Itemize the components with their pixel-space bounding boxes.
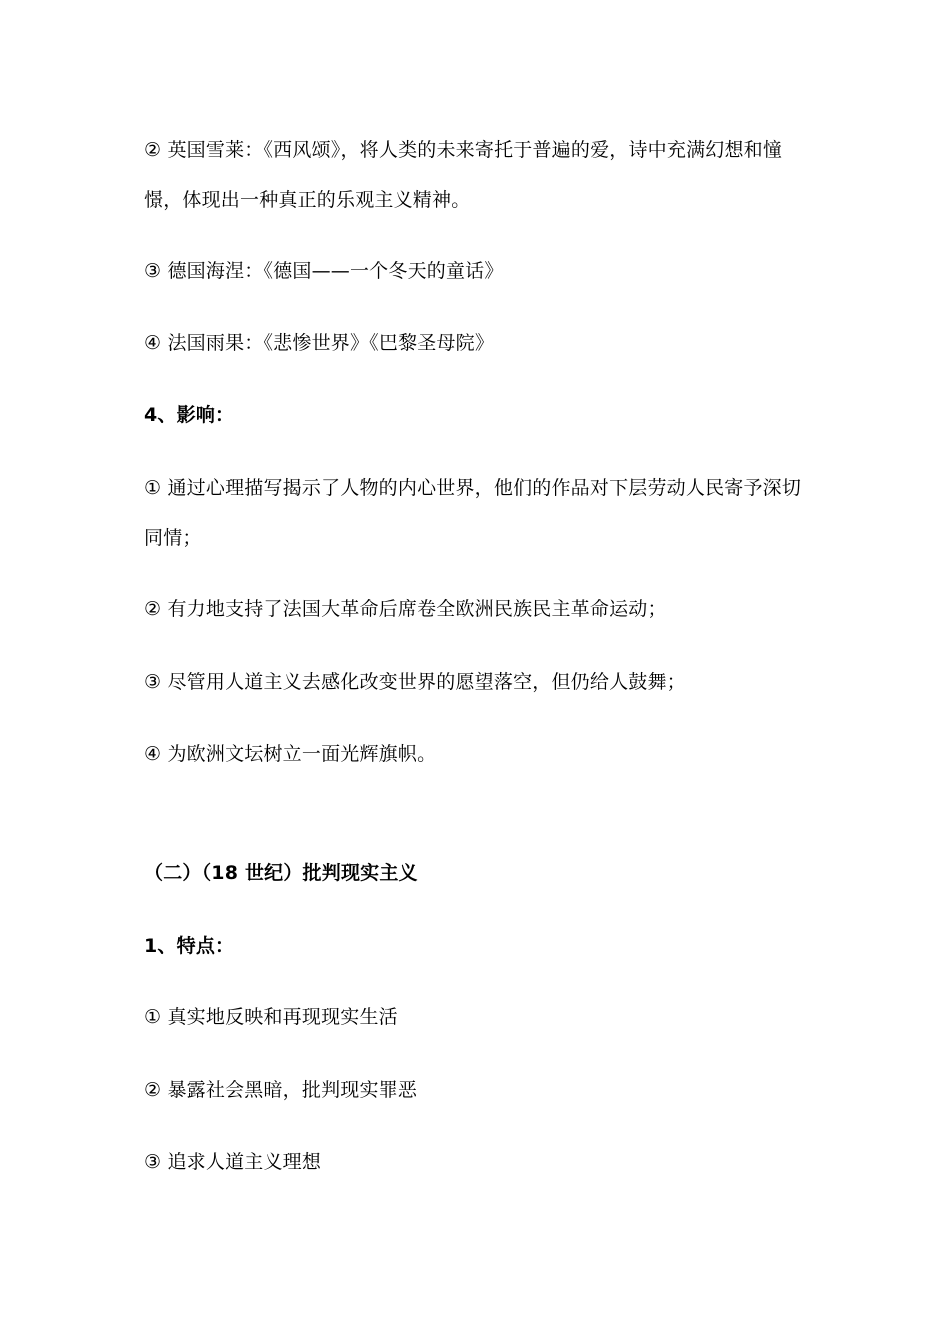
paragraph-shelley-line-1: ② 英国雪莱：《西风颂》，将人类的未来寄托于普遍的爱，诗中充满幻想和憧 [144,139,783,161]
feature-item-3: ③ 追求人道主义理想 [144,1151,322,1173]
feature-item-1: ① 真实地反映和再现现实生活 [144,1006,398,1028]
influence-item-1-line-1: ① 通过心理描写揭示了人物的内心世界，他们的作品对下层劳动人民寄予深切 [144,477,802,499]
paragraph-heine: ③ 德国海涅：《德国——一个冬天的童话》 [144,260,504,282]
heading-influence: 4、影响： [144,404,235,426]
influence-item-4: ④ 为欧洲文坛树立一面光辉旗帜。 [144,743,437,765]
heading-features: 1、特点： [144,935,235,957]
paragraph-shelley-line-2: 憬，体现出一种真正的乐观主义精神。 [144,189,471,211]
feature-item-2: ② 暴露社会黑暗，批判现实罪恶 [144,1079,418,1101]
section-heading-critical-realism: （二）（18 世纪）批判现实主义 [144,862,418,884]
influence-item-1-line-2: 同情； [144,527,202,549]
paragraph-hugo: ④ 法国雨果：《悲惨世界》《巴黎圣母院》 [144,332,495,354]
influence-item-2: ② 有力地支持了法国大革命后席卷全欧洲民族民主革命运动； [144,598,667,620]
influence-item-3: ③ 尽管用人道主义去感化改变世界的愿望落空，但仍给人鼓舞； [144,671,686,693]
